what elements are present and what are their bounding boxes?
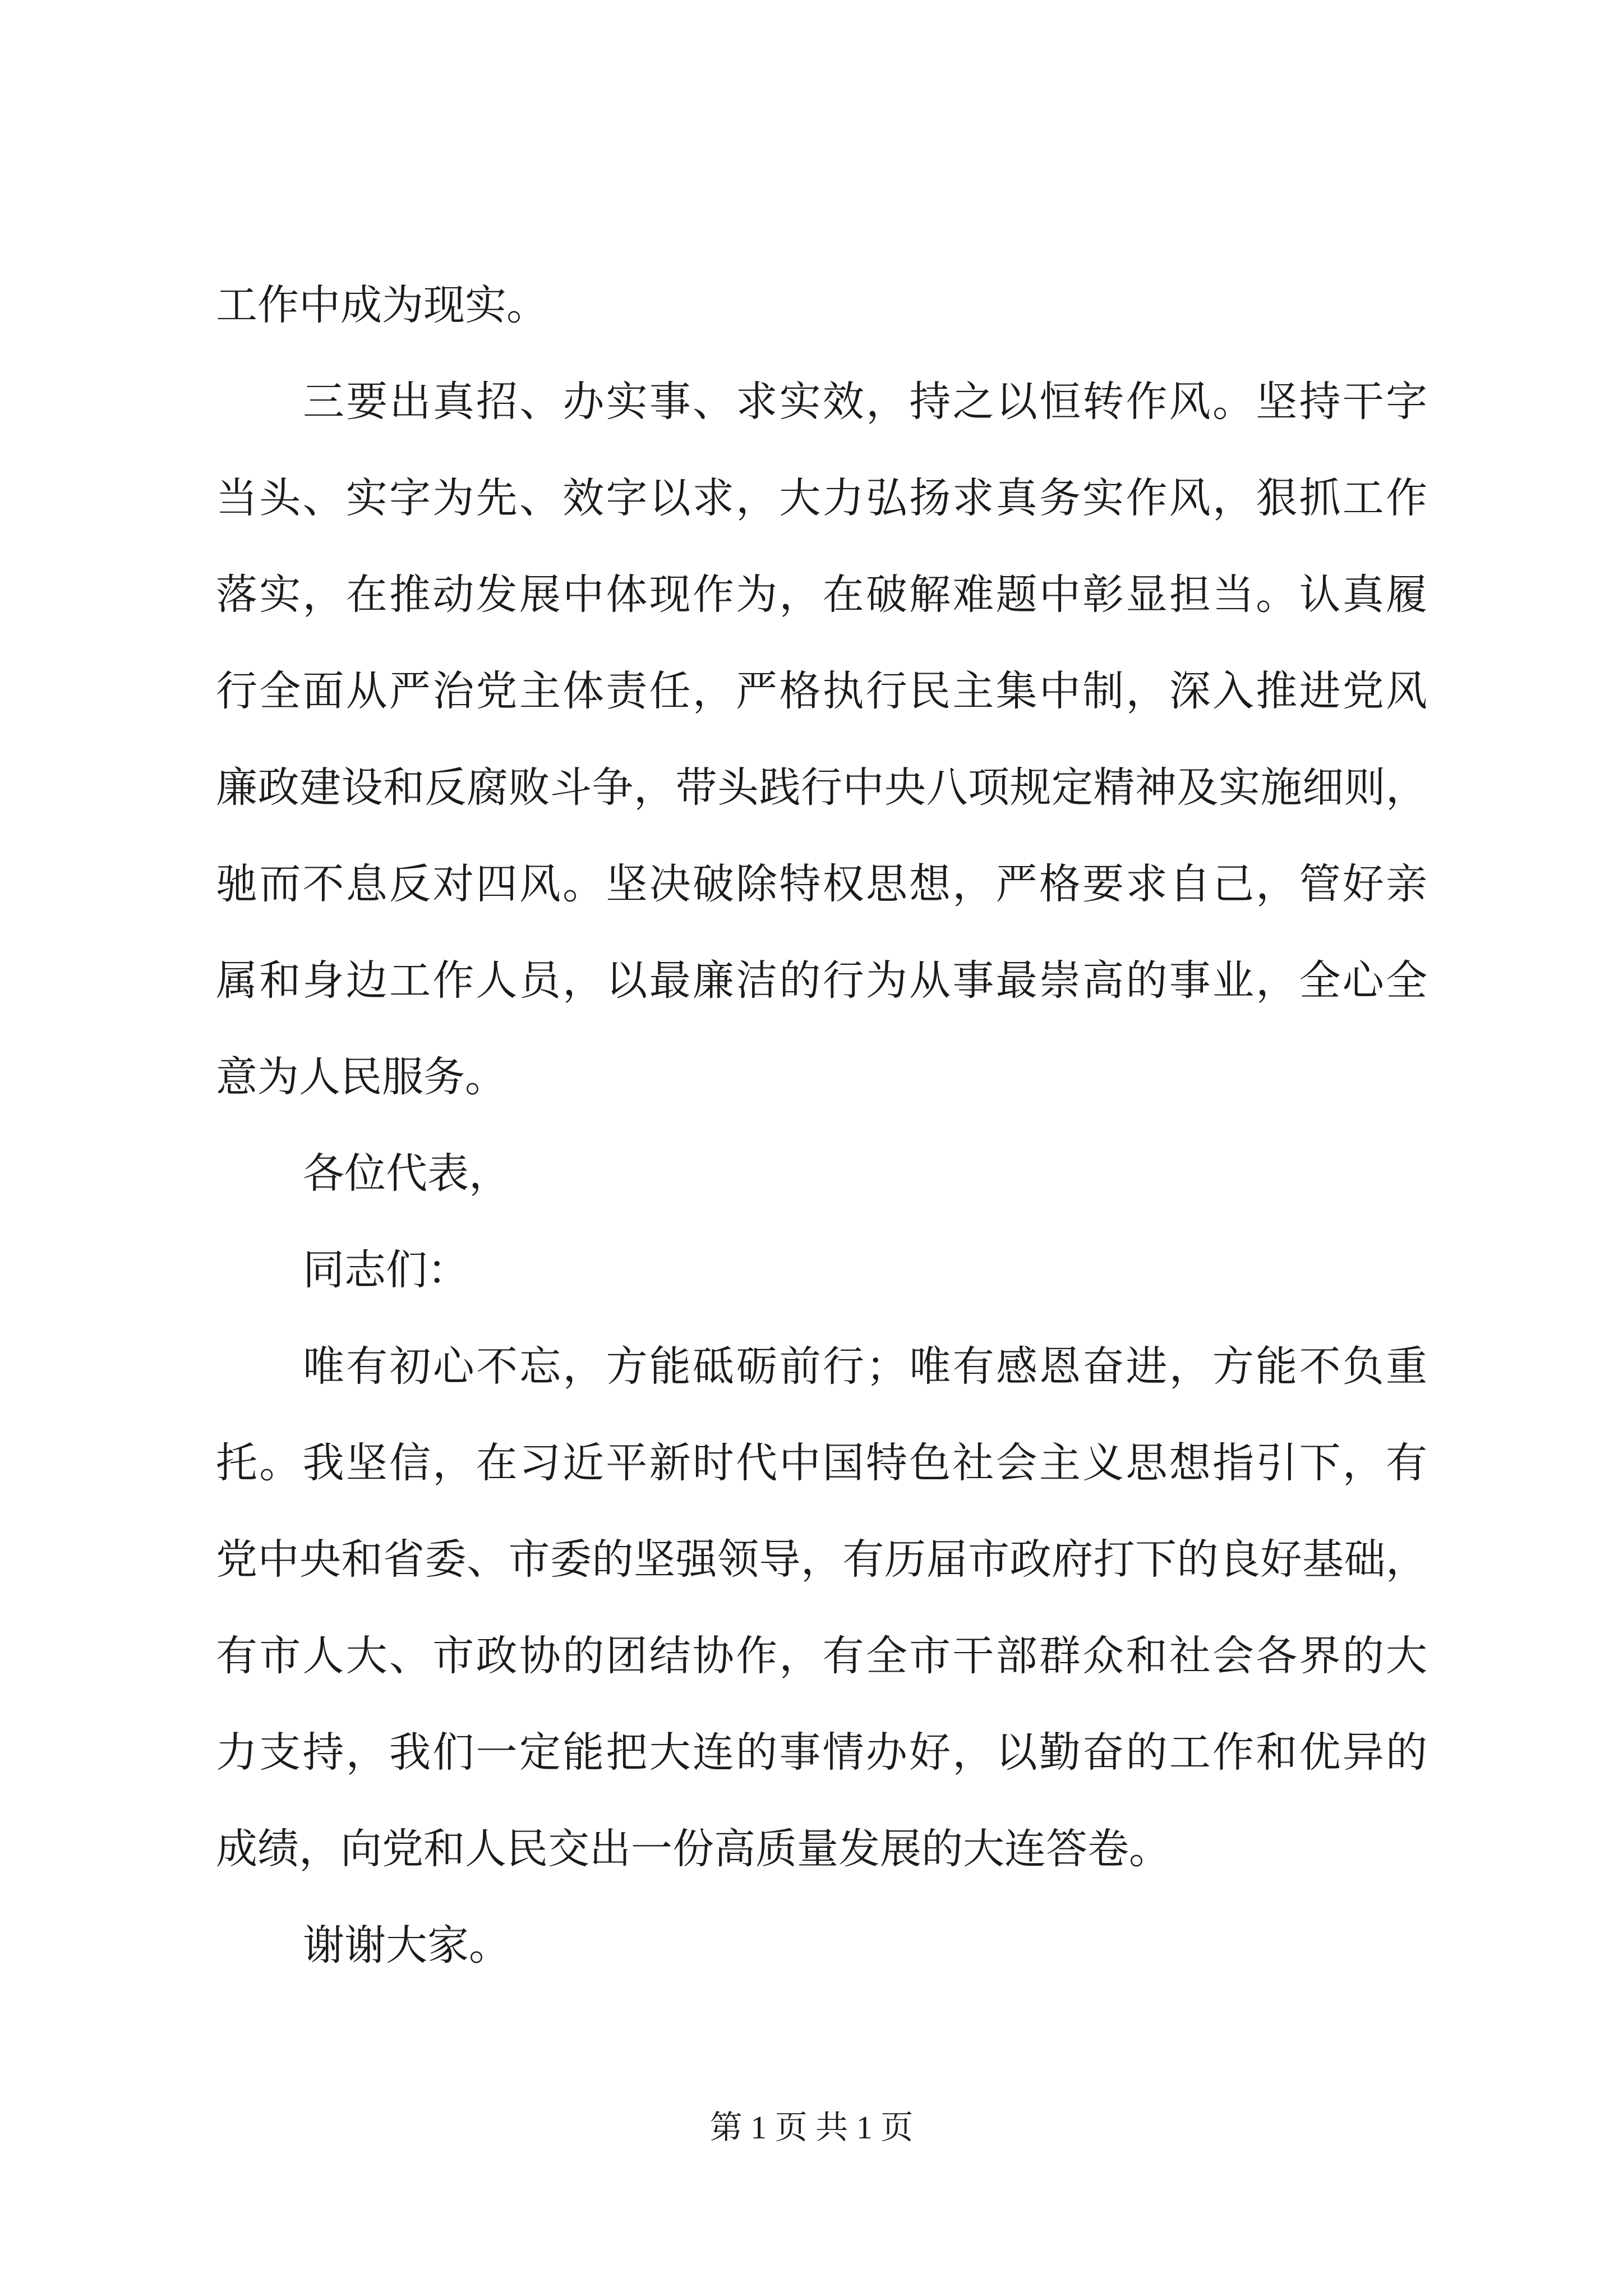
text-line: 托。我坚信，在习近平新时代中国特色社会主义思想指引下，有 bbox=[216, 1439, 1427, 1487]
text-line: 工作中成为现实。 bbox=[216, 281, 548, 329]
text-line: 成绩，向党和人民交出一份高质量发展的大连答卷。 bbox=[216, 1825, 1170, 1873]
text-line: 谢谢大家。 bbox=[303, 1921, 510, 1970]
text-line: 各位代表， bbox=[303, 1149, 510, 1198]
text-line: 同志们： bbox=[303, 1246, 469, 1294]
text-line: 驰而不息反对四风。坚决破除特权思想，严格要求自己，管好亲 bbox=[216, 860, 1427, 908]
document-body bbox=[216, 257, 1427, 1994]
text-line: 意为人民服务。 bbox=[216, 1053, 506, 1101]
text-line: 唯有初心不忘，方能砥砺前行；唯有感恩奋进，方能不负重 bbox=[303, 1342, 1427, 1391]
text-line: 党中央和省委、市委的坚强领导，有历届市政府打下的良好基础， bbox=[216, 1535, 1427, 1584]
text-line: 三要出真招、办实事、求实效，持之以恒转作风。坚持干字 bbox=[303, 378, 1427, 426]
page-footer: 第 1 页 共 1 页 bbox=[709, 2109, 914, 2146]
text-line: 行全面从严治党主体责任，严格执行民主集中制，深入推进党风 bbox=[216, 667, 1427, 715]
text-line: 落实，在推动发展中体现作为，在破解难题中彰显担当。认真履 bbox=[216, 570, 1427, 619]
text-line: 有市人大、市政协的团结协作，有全市干部群众和社会各界的大 bbox=[216, 1632, 1427, 1680]
text-line: 属和身边工作人员，以最廉洁的行为从事最崇高的事业，全心全 bbox=[216, 956, 1427, 1005]
text-line: 当头、实字为先、效字以求，大力弘扬求真务实作风，狠抓工作 bbox=[216, 474, 1427, 522]
text-line: 廉政建设和反腐败斗争，带头践行中央八项规定精神及实施细则， bbox=[216, 763, 1427, 812]
text-line: 力支持，我们一定能把大连的事情办好，以勤奋的工作和优异的 bbox=[216, 1728, 1427, 1777]
